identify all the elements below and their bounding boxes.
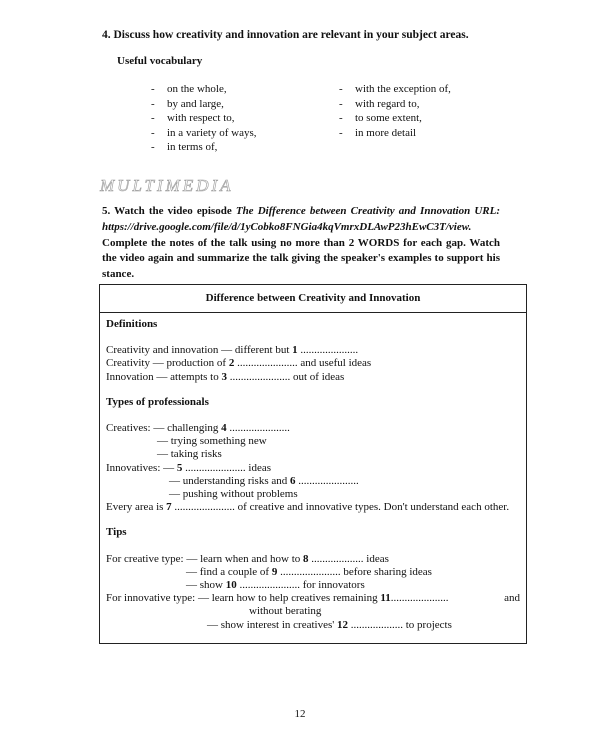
vocabulary-title: Useful vocabulary	[117, 55, 203, 67]
multimedia-heading: MULTIMEDIA	[100, 176, 234, 195]
question-5-instructions: Complete the notes of the talk using no more than 2 WORDS for each gap. Watch the video again and summarize the talk giving the speaker's examples to support his stance.	[102, 236, 500, 281]
definitions-heading: Definitions	[106, 318, 158, 330]
gap-number: 3	[221, 370, 227, 383]
note-line: Every area is 7 ...................... of creative and innovative types. Don't understand each other.	[106, 501, 510, 514]
types-heading: Types of professionals	[106, 395, 209, 408]
question-5-intro: 5. Watch the video episode	[102, 205, 236, 217]
note-line: For innovative type: — learn how to help creatives remaining 11..................... and	[106, 592, 520, 605]
video-title: The Difference between Creativity and Innovation	[235, 205, 471, 217]
gap-1-blank: .....................	[297, 344, 359, 357]
gap-2-blank: ......................	[234, 357, 298, 370]
notes-table-title: Difference between Creativity and Innovation	[100, 285, 526, 313]
gap-6-blank: ......................	[295, 474, 359, 487]
note-line: without berating	[249, 605, 322, 618]
gap-number: 6	[289, 474, 296, 487]
gap-number: 4	[221, 422, 227, 435]
tips-heading: Tips	[106, 526, 127, 539]
gap-4-blank: ......................	[226, 422, 290, 435]
gap-number: 1	[292, 344, 298, 357]
note-line: Innovation — attempts to 3 ...................... out of ideas	[106, 370, 345, 383]
gap-8-blank: ...................	[308, 552, 364, 565]
note-line: — understanding risks and 6 ......................	[169, 474, 359, 487]
gap-7-blank: ......................	[171, 501, 235, 514]
question-4: 4. Discuss how creativity and innovation are relevant in your subject areas.	[102, 29, 469, 41]
vocabulary-item: - in terms of,	[151, 141, 218, 153]
page-number: 12	[294, 708, 306, 720]
vocabulary-item: - by and large,	[151, 97, 224, 110]
gap-3-blank: ......................	[226, 370, 291, 383]
gap-12-blank: ...................	[347, 618, 403, 631]
note-line: — trying something new	[157, 435, 267, 448]
vocabulary-list-right	[339, 82, 451, 140]
gap-11-blank: .....................	[390, 592, 449, 605]
note-line: — taking risks	[157, 448, 222, 461]
note-line: For creative type: — learn when and how to 8 ................... ideas	[106, 552, 389, 565]
vocabulary-item: - with respect to,	[151, 112, 235, 124]
vocabulary-item: - in more detail	[339, 126, 417, 139]
note-line: — show interest in creatives' 12 ................... to projects	[207, 618, 452, 631]
note-line: — pushing without problems	[169, 488, 298, 501]
note-line: Innovatives: — 5 ...................... ideas	[106, 461, 271, 474]
vocabulary-item: - with regard to,	[339, 97, 420, 110]
gap-number: 8	[303, 552, 309, 565]
gap-number: 7	[166, 501, 172, 514]
url-label: URL:	[470, 205, 500, 217]
gap-number: 12	[336, 618, 348, 631]
notes-table	[99, 284, 527, 644]
notes-body	[106, 312, 520, 632]
gap-number: 9	[271, 565, 278, 578]
gap-number: 5	[176, 461, 183, 474]
gap-9-blank: ......................	[277, 565, 341, 578]
gap-number: 2	[228, 357, 235, 370]
gap-number: 11	[380, 592, 391, 605]
note-line: Creatives: — challenging 4 ......................	[106, 422, 290, 435]
gap-number: 10	[225, 579, 237, 592]
note-line: Creativity and innovation — different but 1 .....................	[106, 344, 359, 357]
video-url-link[interactable]: https://drive.google.com/file/d/1yCobko8FNGia4kqVmrxDLAwP23hEwC3T/view.	[102, 220, 472, 233]
vocabulary-item: - in a variety of ways,	[151, 126, 257, 139]
gap-10-blank: ......................	[236, 579, 300, 592]
vocabulary-item: - with the exception of,	[339, 83, 451, 95]
gap-5-blank: ......................	[182, 461, 246, 474]
vocabulary-item: - to some extent,	[339, 112, 422, 124]
note-line: Creativity — production of 2 ...................... and useful ideas	[106, 357, 372, 370]
note-line: — find a couple of 9 ...................... before sharing ideas	[186, 565, 432, 578]
note-line: — show 10 ...................... for innovators	[186, 579, 365, 592]
question-5	[102, 204, 500, 283]
vocabulary-list-left	[151, 82, 257, 155]
vocabulary-item: - on the whole,	[151, 83, 227, 95]
